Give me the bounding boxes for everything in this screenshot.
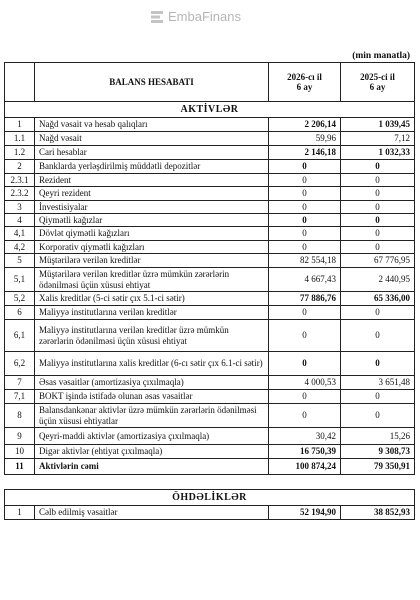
row-number: 2 — [5, 160, 35, 174]
row-number: 1 — [5, 118, 35, 132]
row-number: 3 — [5, 200, 35, 213]
row-number: 5,1 — [5, 268, 35, 292]
table-row — [5, 254, 415, 268]
header-title: BALANS HESABATI — [35, 63, 269, 102]
table-row — [5, 306, 415, 320]
row-label: BOKT işində istifadə olunan əsas vəsaitlər — [35, 390, 269, 404]
row-number: 5,2 — [5, 292, 35, 306]
table-row — [5, 292, 415, 306]
table-row — [5, 459, 415, 475]
value-2026: 82 554,18 — [269, 254, 341, 268]
row-label: Maliyyə institutlarına verilən kreditlər — [35, 306, 269, 320]
table-row — [5, 214, 415, 227]
row-number: 11 — [5, 459, 35, 475]
row-number: 9 — [5, 428, 35, 445]
value-2025: 0 — [341, 320, 415, 352]
row-label: Digər aktivlər (ehtiyat çıxılmaqla) — [35, 445, 269, 459]
section-assets-title: AKTİVLƏR — [5, 102, 415, 118]
value-2026: 0 — [269, 352, 341, 376]
row-label: Qeyri-maddi aktivlər (amortizasiya çıxılmaqla) — [35, 428, 269, 445]
table-row — [5, 187, 415, 200]
row-label: Qiymətli kağızlar — [35, 214, 269, 227]
row-label: Müştərilərə verilən kreditlər — [35, 254, 269, 268]
table-row — [5, 174, 415, 187]
value-2026: 0 — [269, 240, 341, 253]
value-2025: 0 — [341, 227, 415, 240]
value-2026: 77 886,76 — [269, 292, 341, 306]
value-2026: 4 000,53 — [269, 376, 341, 390]
row-label: Müştərilərə verilən kreditlər üzrə mümkün zərərlərin ödənilməsi üçün xüsusi ehtiyat — [35, 268, 269, 292]
value-2025: 0 — [341, 352, 415, 376]
table-row — [5, 376, 415, 390]
table-row — [5, 160, 415, 174]
brand-name: EmbaFinans — [168, 9, 241, 24]
value-2025: 38 852,93 — [341, 506, 415, 520]
row-label: Əsas vəsaitlər (amortizasiya çıxılmaqla) — [35, 376, 269, 390]
value-2025: 15,26 — [341, 428, 415, 445]
row-label: Rezident — [35, 174, 269, 187]
value-2026: 16 750,39 — [269, 445, 341, 459]
row-number: 1 — [5, 506, 35, 520]
row-label: Maliyyə institutlarına verilən kreditlər üzrə mümkün zərərlərin ödənilməsi üçün xüsusi ehtiyat — [35, 320, 269, 352]
table-row — [5, 390, 415, 404]
table-row — [5, 404, 415, 428]
row-number: 8 — [5, 404, 35, 428]
header-col-2025-year: 2025-ci il — [360, 71, 395, 82]
value-2025: 1 039,45 — [341, 118, 415, 132]
row-label: Cəlb edilmiş vəsaitlər — [35, 506, 269, 520]
header-col-2025 — [341, 63, 415, 102]
value-2026: 0 — [269, 404, 341, 428]
section-liabilities-title: ÖHDƏLİKLƏR — [5, 490, 415, 506]
row-label: Balansdankənar aktivlər üzrə mümkün zərərlərin ödənilməsi üçün xüsusi ehtiyatlar — [35, 404, 269, 428]
row-label: Nağd vəsait — [35, 132, 269, 146]
value-2025: 0 — [341, 187, 415, 200]
value-2025: 65 336,00 — [341, 292, 415, 306]
row-number: 2.3.1 — [5, 174, 35, 187]
value-2026: 52 194,90 — [269, 506, 341, 520]
value-2026: 0 — [269, 320, 341, 352]
value-2025: 7,12 — [341, 132, 415, 146]
table-row — [5, 445, 415, 459]
row-label: Banklarda yerləşdirilmiş müddətli depozitlər — [35, 160, 269, 174]
header-blank — [5, 63, 35, 102]
value-2025: 0 — [341, 240, 415, 253]
value-2026: 2 146,18 — [269, 146, 341, 160]
table-row — [5, 268, 415, 292]
value-2026: 100 874,24 — [269, 459, 341, 475]
table-row — [5, 200, 415, 213]
row-label: Qeyri rezident — [35, 187, 269, 200]
row-number: 6,2 — [5, 352, 35, 376]
row-label: Dövlət qiymətli kağızları — [35, 227, 269, 240]
table-row — [5, 118, 415, 132]
value-2026: 4 667,43 — [269, 268, 341, 292]
row-number: 2.3.2 — [5, 187, 35, 200]
header-col-2025-period: 6 ay — [369, 82, 386, 92]
value-2025: 0 — [341, 160, 415, 174]
value-2025: 0 — [341, 214, 415, 227]
value-2026: 30,42 — [269, 428, 341, 445]
value-2025: 67 776,95 — [341, 254, 415, 268]
value-2025: 0 — [341, 200, 415, 213]
table-header-row — [5, 63, 415, 102]
unit-label: (min manatla) — [352, 51, 410, 61]
table-row — [5, 428, 415, 445]
value-2025: 0 — [341, 306, 415, 320]
balance-sheet-table — [4, 62, 414, 520]
table-row — [5, 352, 415, 376]
table-row — [5, 146, 415, 160]
row-label: Aktivlərin cəmi — [35, 459, 269, 475]
row-number: 7 — [5, 376, 35, 390]
value-2026: 0 — [269, 160, 341, 174]
row-label: Nağd vəsait və hesab qalıqları — [35, 118, 269, 132]
header-col-2026-year: 2026-cı il — [287, 71, 322, 82]
spacer-row — [5, 475, 415, 490]
header-col-2026-period: 6 ay — [296, 82, 313, 92]
row-number: 4,1 — [5, 227, 35, 240]
value-2026: 0 — [269, 187, 341, 200]
row-number: 5 — [5, 254, 35, 268]
value-2025: 0 — [341, 404, 415, 428]
row-number: 4,2 — [5, 240, 35, 253]
value-2025: 1 032,33 — [341, 146, 415, 160]
value-2025: 3 651,48 — [341, 376, 415, 390]
row-label: Maliyyə institutlarına xalis kreditlər (6-cı sətir çıx 6.1-ci sətir) — [35, 352, 269, 376]
table-row — [5, 240, 415, 253]
row-number: 7,1 — [5, 390, 35, 404]
value-2026: 0 — [269, 174, 341, 187]
table-row — [5, 227, 415, 240]
section-liabilities-row — [5, 490, 415, 506]
value-2025: 79 350,91 — [341, 459, 415, 475]
value-2026: 0 — [269, 200, 341, 213]
value-2026: 0 — [269, 227, 341, 240]
value-2026: 0 — [269, 306, 341, 320]
value-2025: 2 440,95 — [341, 268, 415, 292]
brand-mark-icon — [150, 10, 164, 24]
table-row — [5, 320, 415, 352]
value-2025: 0 — [341, 174, 415, 187]
value-2025: 0 — [341, 390, 415, 404]
row-number: 6 — [5, 306, 35, 320]
row-number: 10 — [5, 445, 35, 459]
row-label: Korporativ qiymətli kağızları — [35, 240, 269, 253]
header-col-2026 — [269, 63, 341, 102]
row-label: İnvestisiyalar — [35, 200, 269, 213]
value-2026: 59,96 — [269, 132, 341, 146]
row-number: 1.1 — [5, 132, 35, 146]
brand-logo — [150, 9, 241, 24]
row-number: 4 — [5, 214, 35, 227]
value-2026: 0 — [269, 390, 341, 404]
table-row — [5, 132, 415, 146]
table-row — [5, 506, 415, 520]
row-number: 1.2 — [5, 146, 35, 160]
row-label: Cari hesablar — [35, 146, 269, 160]
value-2025: 9 308,73 — [341, 445, 415, 459]
row-label: Xalis kreditlər (5-ci sətir çıx 5.1-ci sətir) — [35, 292, 269, 306]
value-2026: 2 206,14 — [269, 118, 341, 132]
section-assets-row — [5, 102, 415, 118]
row-number: 6,1 — [5, 320, 35, 352]
value-2026: 0 — [269, 214, 341, 227]
